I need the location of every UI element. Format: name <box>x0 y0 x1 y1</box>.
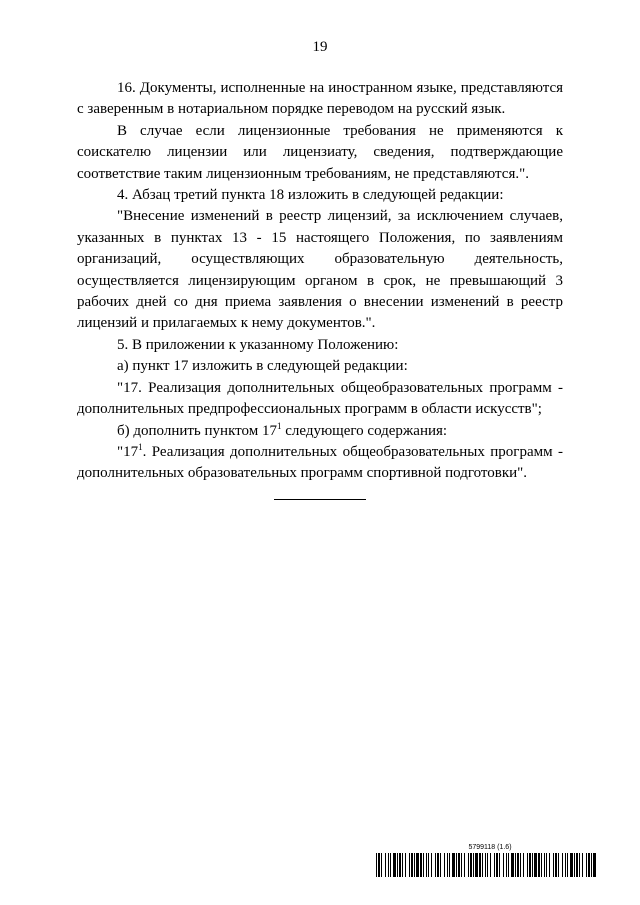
document-body <box>77 78 563 485</box>
subitem-b-text-start: б) дополнить пунктом 17 <box>117 422 277 439</box>
paragraph-point-17-1 <box>77 442 563 485</box>
paragraph-item-4: 4. Абзац третий пункта 18 изложить в следующей редакции: <box>117 187 504 204</box>
subitem-b-superscript: 1 <box>276 420 282 431</box>
point-17-1-text-end: . Реализация дополнительных общеобразовательных программ - дополнительных образовательных программ спортивной подготовки". <box>77 443 563 482</box>
paragraph-license-requirements: В случае если лицензионные требования не применяются к соискателю лицензии или лицензиату, сведения, подтверждающие соответствие таким лицензионным требованиям, не представляются.". <box>77 122 563 182</box>
subitem-b-text-end: следующего содержания: <box>281 422 448 439</box>
page-number: 19 <box>312 39 328 55</box>
point-17-1-text-start: "17 <box>117 443 139 460</box>
point-17-1-superscript: 1 <box>138 441 143 452</box>
document-code: 5799118 (1.6) <box>468 844 512 851</box>
paragraph-item-5: 5. В приложении к указанному Положению: <box>117 336 399 353</box>
paragraph-subitem-b <box>77 421 563 442</box>
paragraph-16: 16. Документы, исполненные на иностранном языке, представляются с заверенным в нотариальном порядке переводом на русский язык. <box>77 80 563 118</box>
paragraph-point-17: "17. Реализация дополнительных общеобразовательных программ - дополнительных предпрофессиональных программ в области искусств"; <box>77 379 563 418</box>
barcode <box>376 853 596 877</box>
paragraph-subitem-a: а) пункт 17 изложить в следующей редакции: <box>117 358 408 375</box>
paragraph-registry-changes: "Внесение изменений в реестр лицензий, за исключением случаев, указанных в пунктах 13 - 15 настоящего Положения, по заявлениям организаций, осуществляющих образовательную деятельность, осуществляется лицензирующим органом в срок, не превышающий 3 рабочих дней со дня приема заявления о внесении изменений в реестр лицензий и прилагаемых к нему документов.". <box>77 208 563 332</box>
end-divider-line <box>274 499 366 500</box>
